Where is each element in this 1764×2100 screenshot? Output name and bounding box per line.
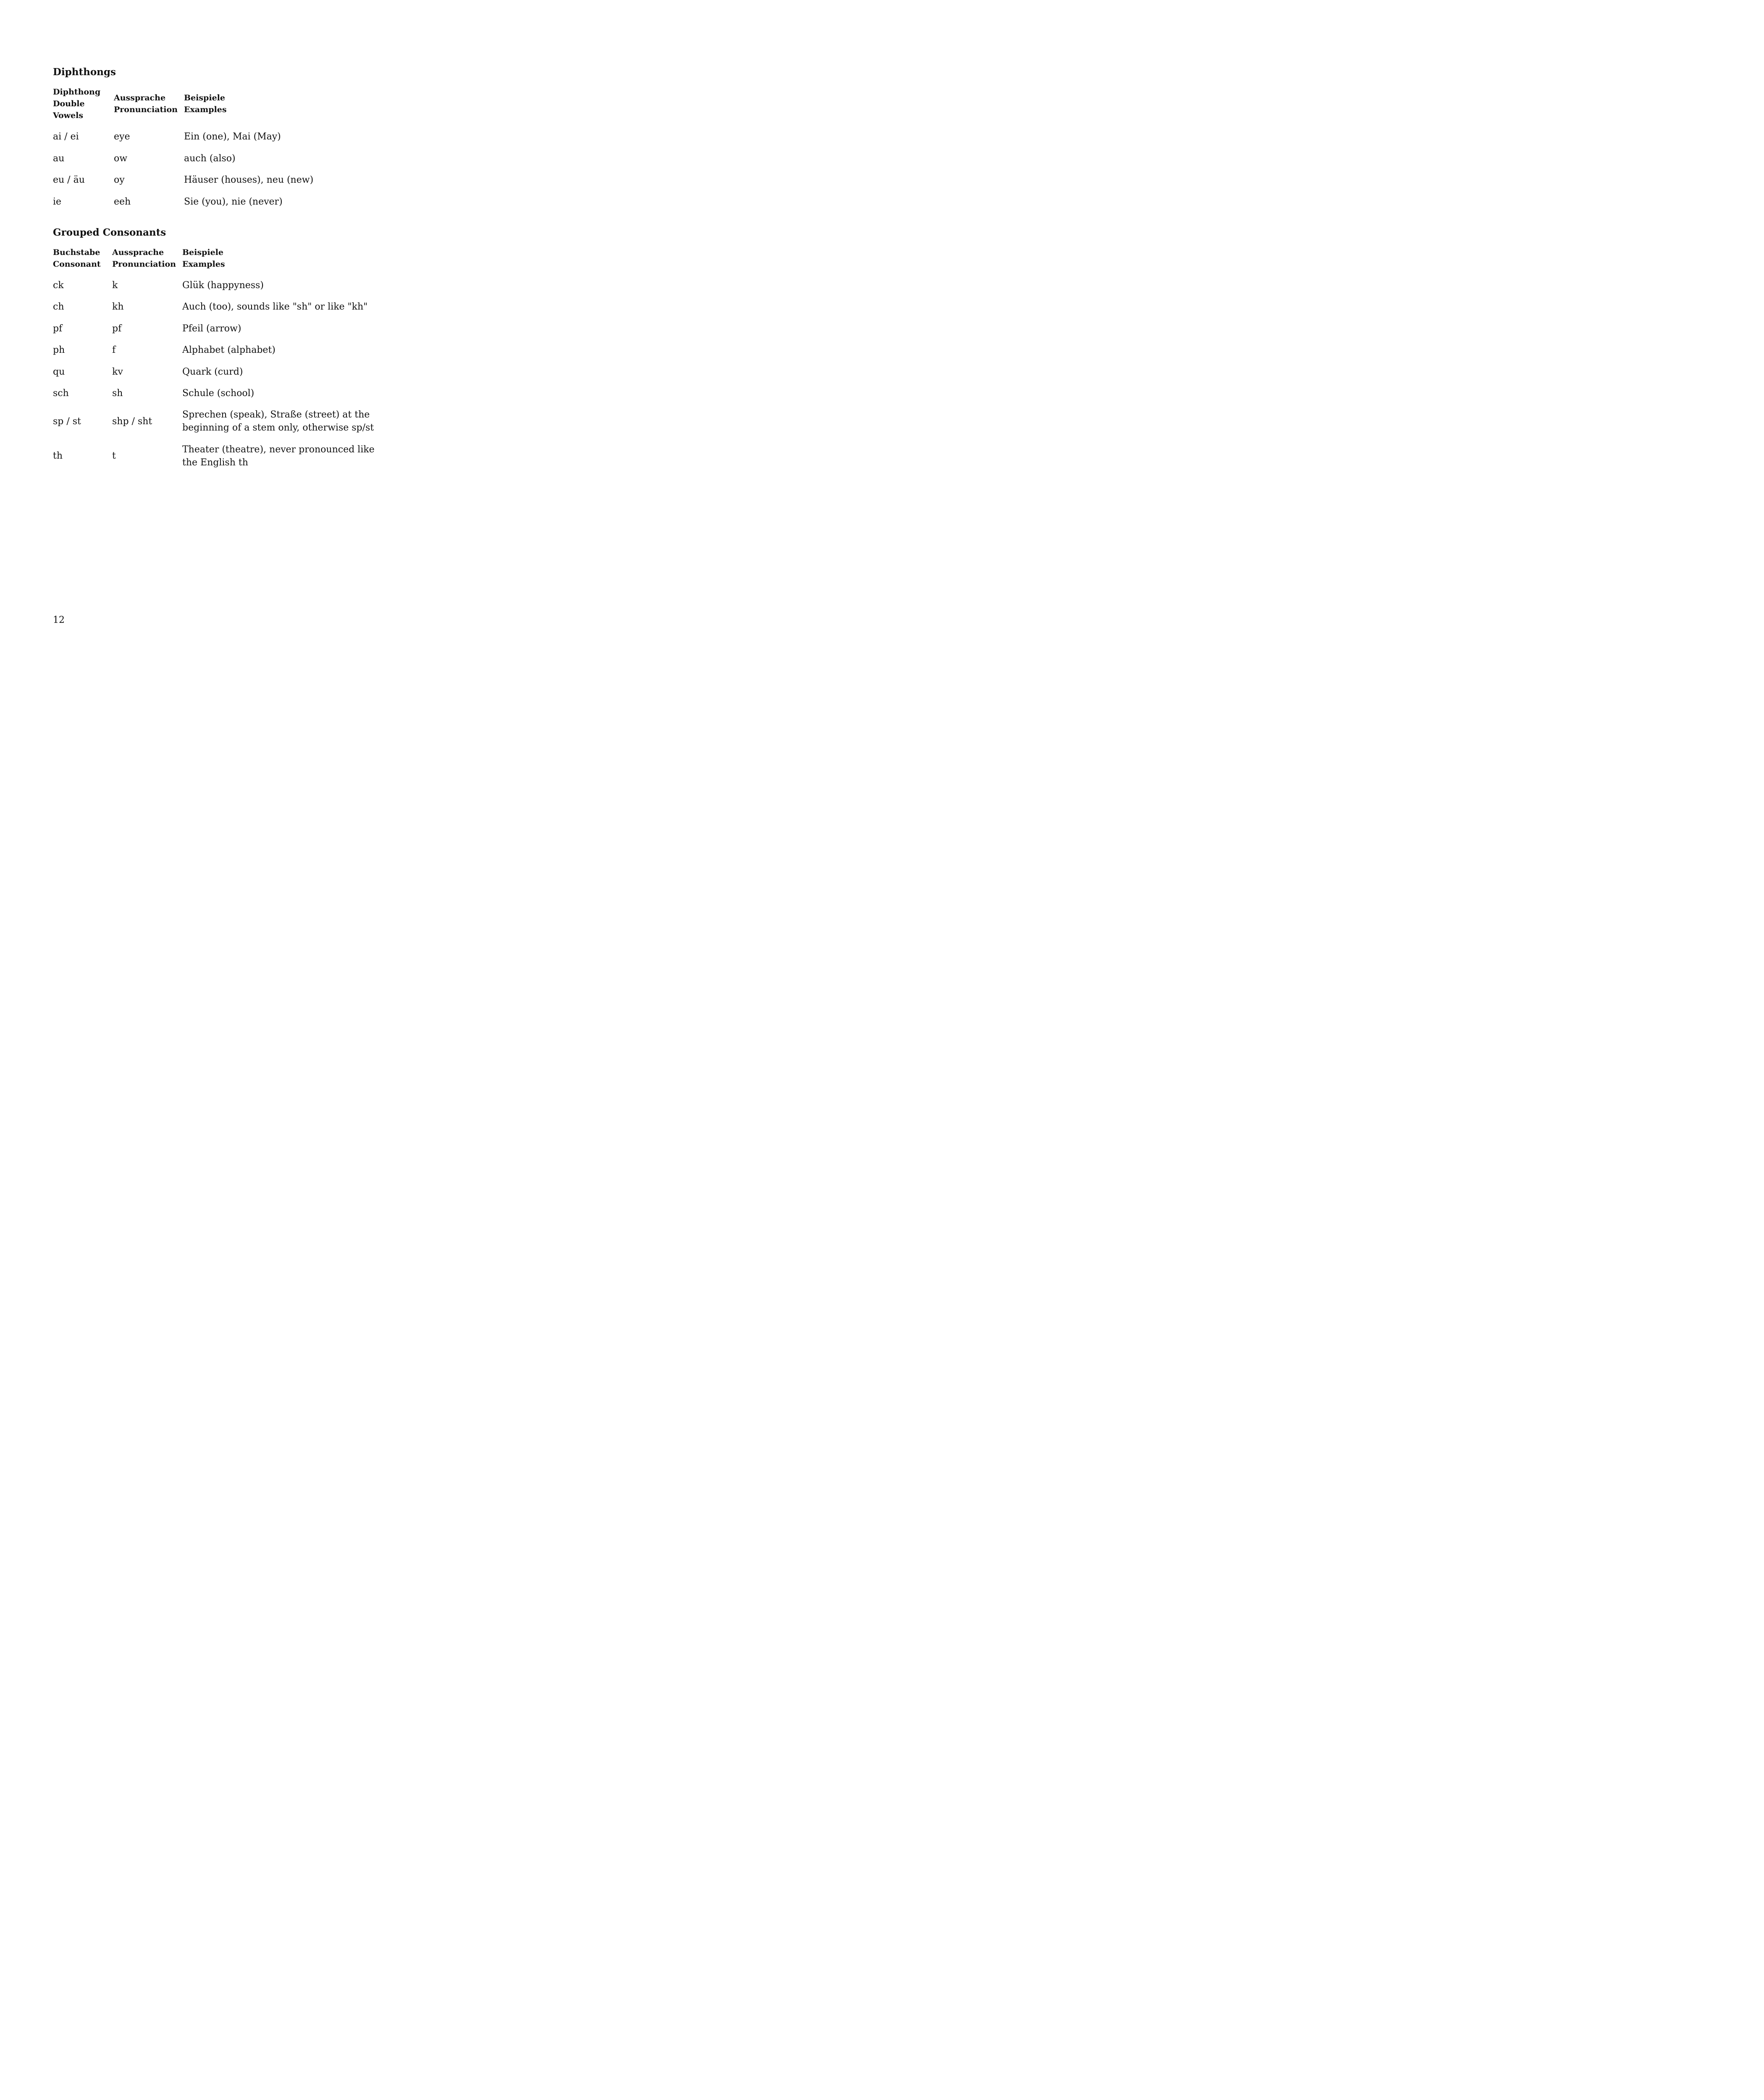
table-cell-examples <box>182 279 264 292</box>
header-line: Aussprache <box>112 248 164 257</box>
example-line: Alphabet (alphabet) <box>182 345 276 355</box>
header-line: Consonant <box>53 260 101 269</box>
page-number: 12 <box>53 615 65 625</box>
table-cell-pronunciation: t <box>112 451 116 461</box>
table-cell-pronunciation: sh <box>112 388 123 399</box>
header-line: Vowels <box>53 111 84 120</box>
table-cell-letters: au <box>53 153 65 164</box>
header-line: Diphthong <box>53 87 101 97</box>
example-line: Pfeil (arrow) <box>182 323 242 334</box>
header-line: Pronunciation <box>112 260 176 269</box>
header-line: Double <box>53 99 85 108</box>
table-cell-letters: th <box>53 451 63 461</box>
example-line: Schule (school) <box>182 388 255 399</box>
table-cell-pronunciation: shp / sht <box>112 416 152 427</box>
diphthongs-header-pronunciation <box>114 92 178 116</box>
header-line: Aussprache <box>114 93 166 102</box>
table-cell-letters: ph <box>53 345 65 355</box>
table-cell-examples <box>182 365 243 378</box>
header-line: Beispiele <box>182 248 223 257</box>
table-cell-examples <box>184 152 236 165</box>
consonants-section-title: Grouped Consonants <box>53 227 166 238</box>
table-cell-letters: sch <box>53 388 69 399</box>
table-cell-pronunciation: pf <box>112 323 122 334</box>
diphthongs-header-letters <box>53 86 100 121</box>
consonants-header-examples <box>182 247 225 270</box>
example-line: Theater (theatre), never pronounced like <box>182 444 375 455</box>
table-cell-examples <box>182 408 374 434</box>
table-cell-letters: ai / ei <box>53 131 79 142</box>
table-cell-letters: ck <box>53 280 64 291</box>
header-line: Beispiele <box>184 93 225 102</box>
table-cell-examples <box>184 130 281 143</box>
table-cell-pronunciation: oy <box>114 175 125 185</box>
table-cell-pronunciation: kh <box>112 302 124 312</box>
header-line: Pronunciation <box>114 105 178 114</box>
example-line: Sie (you), nie (never) <box>184 197 283 207</box>
example-line: auch (also) <box>184 153 236 164</box>
consonants-header-pronunciation <box>112 247 176 270</box>
example-line: beginning of a stem only, otherwise sp/st <box>182 423 374 433</box>
example-line: Sprechen (speak), Straße (street) at the <box>182 410 370 420</box>
table-cell-examples <box>182 344 276 357</box>
table-cell-examples <box>182 300 368 313</box>
table-cell-letters: pf <box>53 323 63 334</box>
header-line: Buchstabe <box>53 248 100 257</box>
consonants-header-letters <box>53 247 101 270</box>
example-line: Glük (happyness) <box>182 280 264 291</box>
header-line: Examples <box>184 105 227 114</box>
table-cell-pronunciation: ow <box>114 153 128 164</box>
diphthongs-section-title: Diphthongs <box>53 66 116 78</box>
example-line: Quark (curd) <box>182 367 243 377</box>
table-cell-examples <box>182 443 375 469</box>
table-cell-pronunciation: eeh <box>114 197 131 207</box>
table-cell-letters: ie <box>53 197 62 207</box>
table-cell-pronunciation: f <box>112 345 116 355</box>
table-cell-examples <box>184 195 283 208</box>
table-cell-letters: sp / st <box>53 416 81 427</box>
table-cell-letters: ch <box>53 302 64 312</box>
example-line: the English th <box>182 457 248 468</box>
example-line: Ein (one), Mai (May) <box>184 131 281 142</box>
table-cell-examples <box>184 173 313 186</box>
table-cell-pronunciation: k <box>112 280 118 291</box>
example-line: Häuser (houses), neu (new) <box>184 175 314 185</box>
header-line: Examples <box>182 260 225 269</box>
example-line: Auch (too), sounds like "sh" or like "kh" <box>182 302 368 312</box>
table-cell-pronunciation: eye <box>114 131 130 142</box>
table-cell-examples <box>182 387 254 400</box>
table-cell-examples <box>182 322 241 335</box>
table-cell-pronunciation: kv <box>112 367 123 377</box>
diphthongs-header-examples <box>184 92 227 116</box>
document-page <box>0 0 462 660</box>
table-cell-letters: eu / äu <box>53 175 85 185</box>
table-cell-letters: qu <box>53 367 65 377</box>
